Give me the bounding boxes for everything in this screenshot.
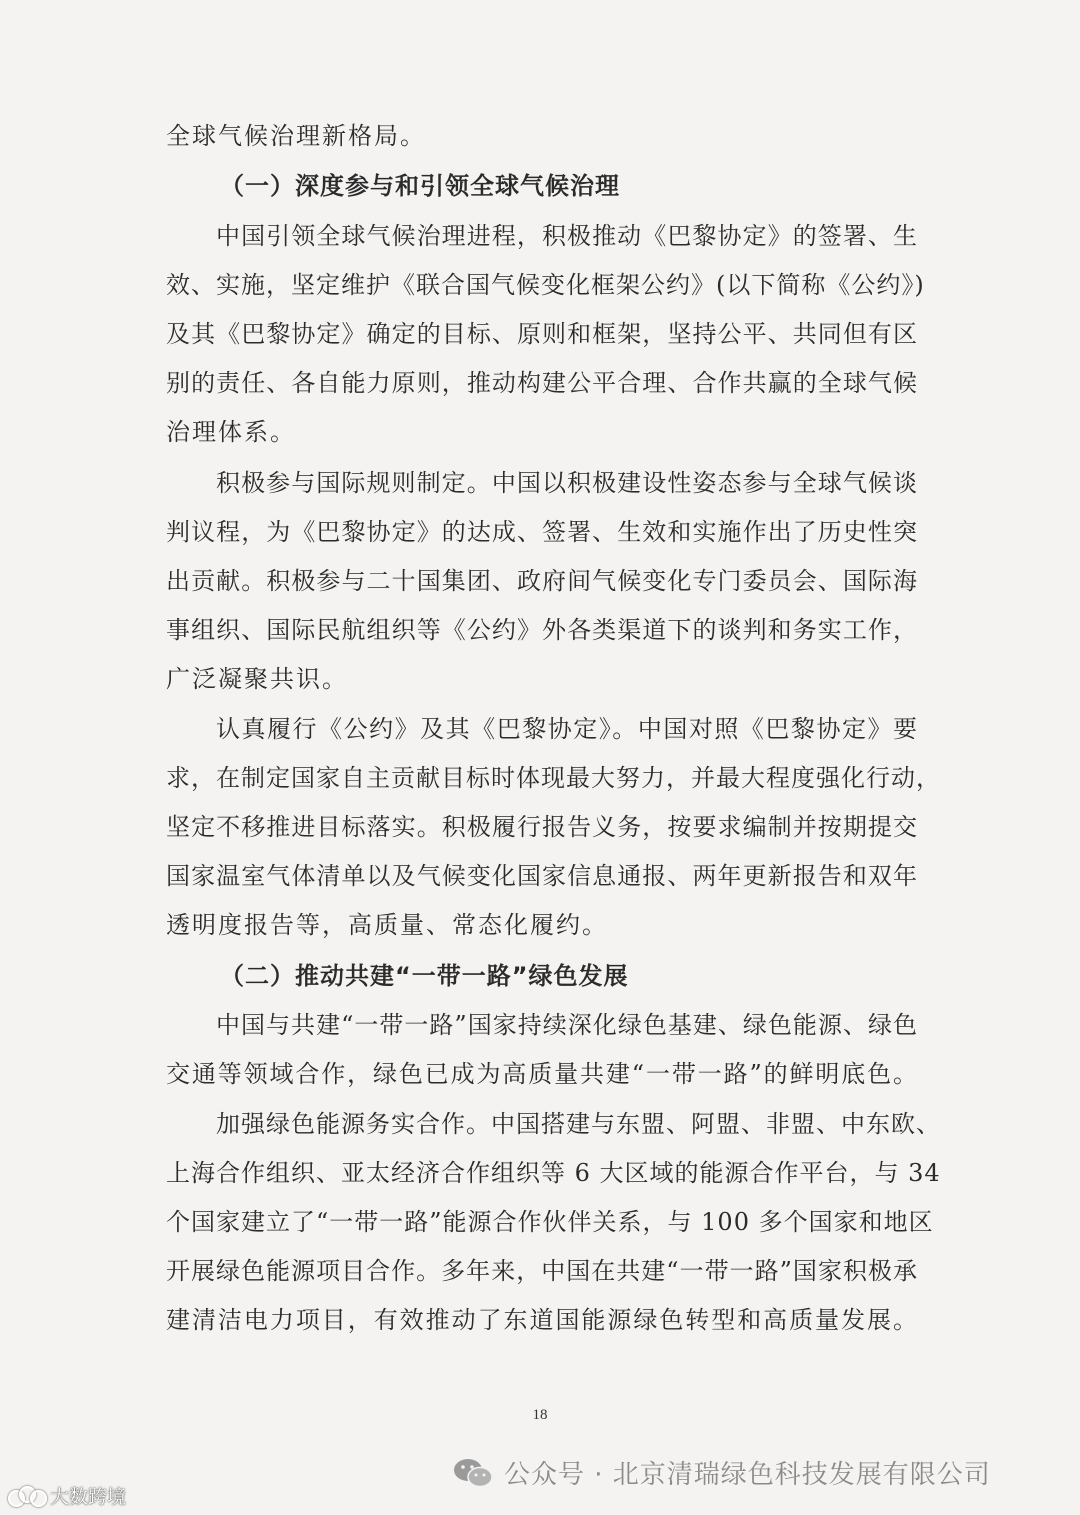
page-number: 18 bbox=[532, 1407, 548, 1423]
text-line: 广泛凝聚共识。 bbox=[166, 665, 348, 693]
section-heading: （一）深度参与和引领全球气候治理 bbox=[220, 172, 620, 200]
text-line: 建清洁电力项目，有效推动了东道国能源绿色转型和高质量发展。 bbox=[166, 1306, 918, 1334]
wechat-icon bbox=[452, 1456, 494, 1490]
text-line: 别的责任、各自能力原则，推动构建公平合理、合作共赢的全球气候 bbox=[166, 369, 918, 397]
text-line: 认真履行《公约》及其《巴黎协定》。中国对照《巴黎协定》要 bbox=[216, 715, 918, 743]
text-line: 开展绿色能源项目合作。多年来，中国在共建“一带一路”国家积极承 bbox=[166, 1257, 918, 1285]
text-line: 积极参与国际规则制定。中国以积极建设性姿态参与全球气候谈 bbox=[216, 469, 918, 497]
text-line: 加强绿色能源务实合作。中国搭建与东盟、阿盟、非盟、中东欧、 bbox=[216, 1110, 941, 1138]
text-line: 坚定不移推进目标落实。积极履行报告义务，按要求编制并按期提交 bbox=[166, 813, 918, 841]
text-line: 出贡献。积极参与二十国集团、政府间气候变化专门委员会、国际海 bbox=[166, 567, 918, 595]
text-line: 全球气候治理新格局。 bbox=[166, 122, 426, 150]
watermark-right-text: 公众号 · 北京清瑞绿色科技发展有限公司 bbox=[504, 1460, 991, 1490]
watermark-left bbox=[8, 1482, 126, 1509]
section-heading: （二）推动共建“一带一路”绿色发展 bbox=[220, 962, 629, 990]
text-line: 国家温室气体清单以及气候变化国家信息通报、两年更新报告和双年 bbox=[166, 862, 918, 890]
text-line: 个国家建立了“一带一路”能源合作伙伴关系，与 100 多个国家和地区 bbox=[166, 1208, 934, 1236]
text-line: 交通等领域合作，绿色已成为高质量共建“一带一路”的鲜明底色。 bbox=[166, 1060, 918, 1088]
text-line: 透明度报告等，高质量、常态化履约。 bbox=[166, 911, 608, 939]
text-line: 事组织、国际民航组织等《公约》外各类渠道下的谈判和务实工作， bbox=[166, 616, 918, 644]
text-line: 中国与共建“一带一路”国家持续深化绿色基建、绿色能源、绿色 bbox=[216, 1011, 918, 1039]
text-line: 中国引领全球气候治理进程，积极推动《巴黎协定》的签署、生 bbox=[216, 222, 918, 250]
watermark-right bbox=[452, 1454, 991, 1491]
text-line: 求，在制定国家自主贡献目标时体现最大努力，并最大程度强化行动， bbox=[166, 764, 941, 792]
watermark-left-text: 大数跨境 bbox=[50, 1486, 127, 1508]
watermark-logo-icon bbox=[8, 1484, 46, 1508]
text-line: 判议程，为《巴黎协定》的达成、签署、生效和实施作出了历史性突 bbox=[166, 518, 918, 546]
text-line: 及其《巴黎协定》确定的目标、原则和框架，坚持公平、共同但有区 bbox=[166, 320, 918, 348]
text-line: 治理体系。 bbox=[166, 418, 296, 446]
text-line: 上海合作组织、亚太经济合作组织等 6 大区域的能源合作平台，与 34 bbox=[166, 1159, 941, 1187]
text-line: 效、实施，坚定维护《联合国气候变化框架公约》(以下简称《公约》) bbox=[166, 271, 925, 299]
